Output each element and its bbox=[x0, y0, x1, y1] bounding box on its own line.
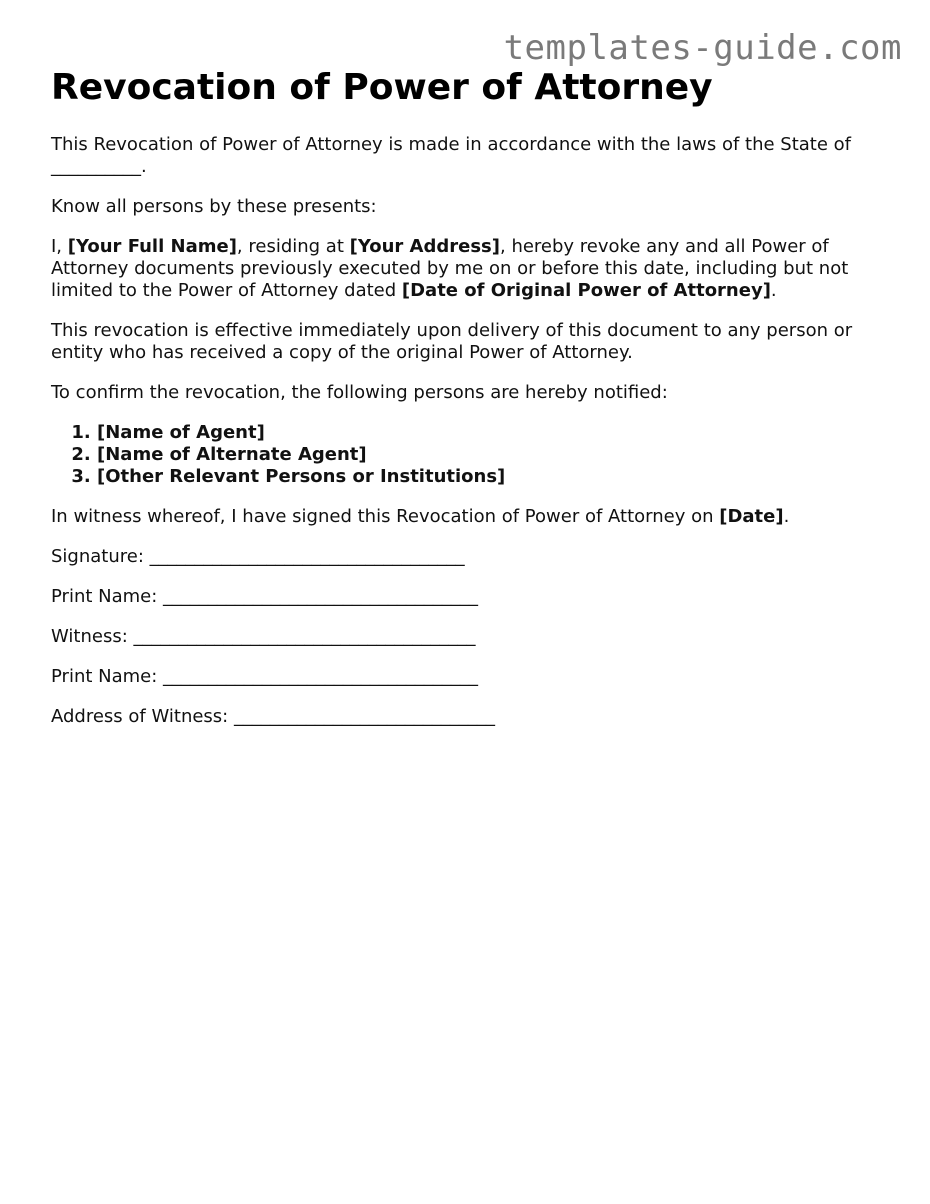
document-page bbox=[51, 66, 881, 746]
notified-list bbox=[51, 422, 881, 488]
intro-paragraph bbox=[51, 134, 881, 178]
document-title: Revocation of Power of Attorney bbox=[51, 67, 713, 108]
revocation-text-1: I, bbox=[51, 236, 68, 257]
witness-paragraph bbox=[51, 506, 881, 528]
print-name-line: Print Name: ___________________________________ bbox=[51, 586, 479, 607]
witness-line: Witness: ______________________________________ bbox=[51, 626, 476, 647]
revocation-paragraph bbox=[51, 236, 881, 302]
notified-item-other: 3. [Other Relevant Persons or Institutions] bbox=[97, 466, 881, 488]
address-placeholder: [Your Address] bbox=[349, 236, 500, 257]
notified-item-agent: 1. [Name of Agent] bbox=[97, 422, 881, 444]
effective-paragraph: This revocation is effective immediately upon delivery of this document to any person or entity who has received a copy of the original Power of Attorney. bbox=[51, 320, 853, 363]
watermark: templates-guide.com bbox=[503, 28, 902, 68]
full-name-placeholder: [Your Full Name] bbox=[67, 236, 237, 257]
know-all-paragraph: Know all persons by these presents: bbox=[51, 196, 377, 217]
revocation-text-3: , hereby revoke any and all Power of Attorney documents previously executed by me on or before this date, including but not limited to the Power of Attorney dated bbox=[51, 236, 849, 301]
original-date-placeholder: [Date of Original Power of Attorney] bbox=[401, 280, 771, 301]
witness-print-name-line: Print Name: ___________________________________ bbox=[51, 666, 479, 687]
notified-item-alternate-agent: 2. [Name of Alternate Agent] bbox=[97, 444, 881, 466]
revocation-text-2: , residing at bbox=[236, 236, 350, 257]
signature-line: Signature: ___________________________________ bbox=[51, 546, 465, 567]
witness-text-1: In witness whereof, I have signed this Revocation of Power of Attorney on bbox=[51, 506, 720, 527]
confirm-paragraph: To confirm the revocation, the following persons are hereby notified: bbox=[51, 382, 668, 403]
revocation-text-4: . bbox=[770, 280, 777, 301]
intro-text: This Revocation of Power of Attorney is made in accordance with the laws of the State of bbox=[51, 134, 851, 155]
witness-address-line: Address of Witness: _____________________________ bbox=[51, 706, 495, 727]
witness-text-2: . bbox=[783, 506, 790, 527]
date-placeholder: [Date] bbox=[719, 506, 784, 527]
state-blank: __________. bbox=[51, 156, 147, 177]
